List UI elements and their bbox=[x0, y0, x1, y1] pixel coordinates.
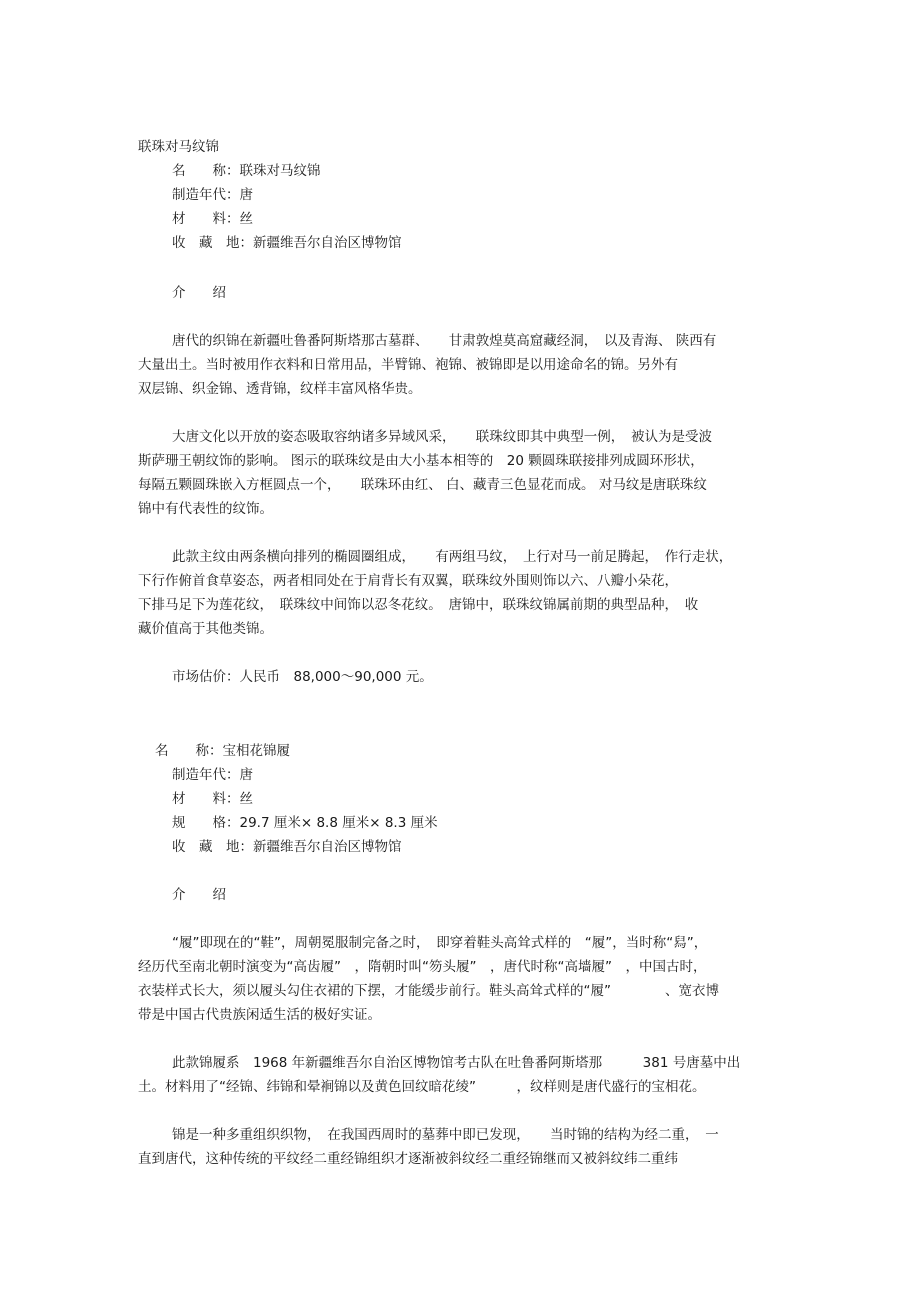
item1-p2-line: 锦中有代表性的纹饰。 bbox=[138, 501, 273, 517]
item1-p2-line: 每隔五颗圆珠嵌入方框圆点一个， 联珠环由红、 白、藏青三色显花而成。 对马纹是唐联珠纹 bbox=[138, 477, 707, 493]
item1-p2-line: 斯萨珊王朝纹饰的影响。 图示的联珠纹是由大小基本相等的 20 颗圆珠联接排列成圆环形状， bbox=[138, 453, 704, 469]
item1-p3-line: 下行作俯首食草姿态，两者相同处在于肩背长有双翼，联珠纹外围则饰以六、八瓣小朵花， bbox=[138, 573, 678, 589]
item2-material: 材 料：丝 bbox=[172, 791, 253, 807]
item2-name: 名 称：宝相花锦履 bbox=[155, 743, 290, 759]
item2-p3-line: 锦是一种多重组织织物， 在我国西周时的墓葬中即已发现， 当时锦的结构为经二重， 一 bbox=[172, 1127, 719, 1143]
item1-p1-line: 唐代的织锦在新疆吐鲁番阿斯塔那古墓群、 甘肃敦煌莫高窟藏经洞， 以及青海、 陕西有 bbox=[172, 333, 717, 349]
item2-collection: 收 藏 地：新疆维吾尔自治区博物馆 bbox=[172, 839, 402, 855]
item1-collection: 收 藏 地：新疆维吾尔自治区博物馆 bbox=[172, 235, 402, 251]
doc-title: 联珠对马纹锦 bbox=[138, 139, 219, 155]
item2-size: 规 格：29.7 厘米× 8.8 厘米× 8.3 厘米 bbox=[172, 815, 438, 831]
item1-era: 制造年代：唐 bbox=[172, 187, 253, 203]
item1-p1-line: 大量出土。当时被用作衣料和日常用品，半臂锦、袍锦、被锦即是以用途命名的锦。另外有 bbox=[138, 357, 678, 373]
item1-material: 材 料：丝 bbox=[172, 211, 253, 227]
item2-p1-line: “履”即现在的“鞋”，周朝冕服制完备之时， 即穿着鞋头高耸式样的 “履”，当时称“舄”， bbox=[172, 935, 708, 951]
item2-intro-heading: 介 绍 bbox=[172, 887, 226, 903]
item2-p1-line: 经历代至南北朝时演变为“高齿履” ，隋朝时叫“笏头履” ，唐代时称“高墙履” ，中国古时， bbox=[138, 959, 707, 975]
item1-p1-line: 双层锦、织金锦、透背锦，纹样丰富风格华贵。 bbox=[138, 381, 422, 397]
item1-p3-line: 藏价值高于其他类锦。 bbox=[138, 621, 273, 637]
item2-p2-line: 土。材料用了“经锦、纬锦和晕裥锦以及黄色回纹暗花绫” ，纹样则是唐代盛行的宝相花。 bbox=[138, 1079, 706, 1095]
item2-p1-line: 带是中国古代贵族闲适生活的极好实证。 bbox=[138, 1007, 381, 1023]
item1-p3-line: 下排马足下为莲花纹， 联珠纹中间饰以忍冬花纹。 唐锦中，联珠纹锦属前期的典型品种， 收 bbox=[138, 597, 699, 613]
item1-p2-line: 大唐文化以开放的姿态吸取容纳诸多异域风采， 联珠纹即其中典型一例， 被认为是受波 bbox=[172, 429, 712, 445]
item1-price: 市场估价：人民币 88,000～90,000 元。 bbox=[172, 669, 433, 685]
item1-intro-heading: 介 绍 bbox=[172, 285, 226, 301]
item1-p3-line: 此款主纹由两条横向排列的椭圆圈组成， 有两组马纹， 上行对马一前足腾起， 作行走状， bbox=[172, 549, 733, 565]
item2-p1-line: 衣装样式长大，须以履头勾住衣裙的下摆，才能缓步前行。鞋头高耸式样的“履” 、宽衣博 bbox=[138, 983, 719, 999]
item2-era: 制造年代：唐 bbox=[172, 767, 253, 783]
item2-p3-line: 直到唐代，这种传统的平纹经二重经锦组织才逐渐被斜纹经二重经锦继而又被斜纹纬二重纬 bbox=[138, 1151, 678, 1167]
item1-name: 名 称：联珠对马纹锦 bbox=[172, 163, 321, 179]
item2-p2-line: 此款锦履系 1968 年新疆维吾尔自治区博物馆考古队在吐鲁番阿斯塔那 381 号唐墓中出 bbox=[172, 1055, 741, 1071]
